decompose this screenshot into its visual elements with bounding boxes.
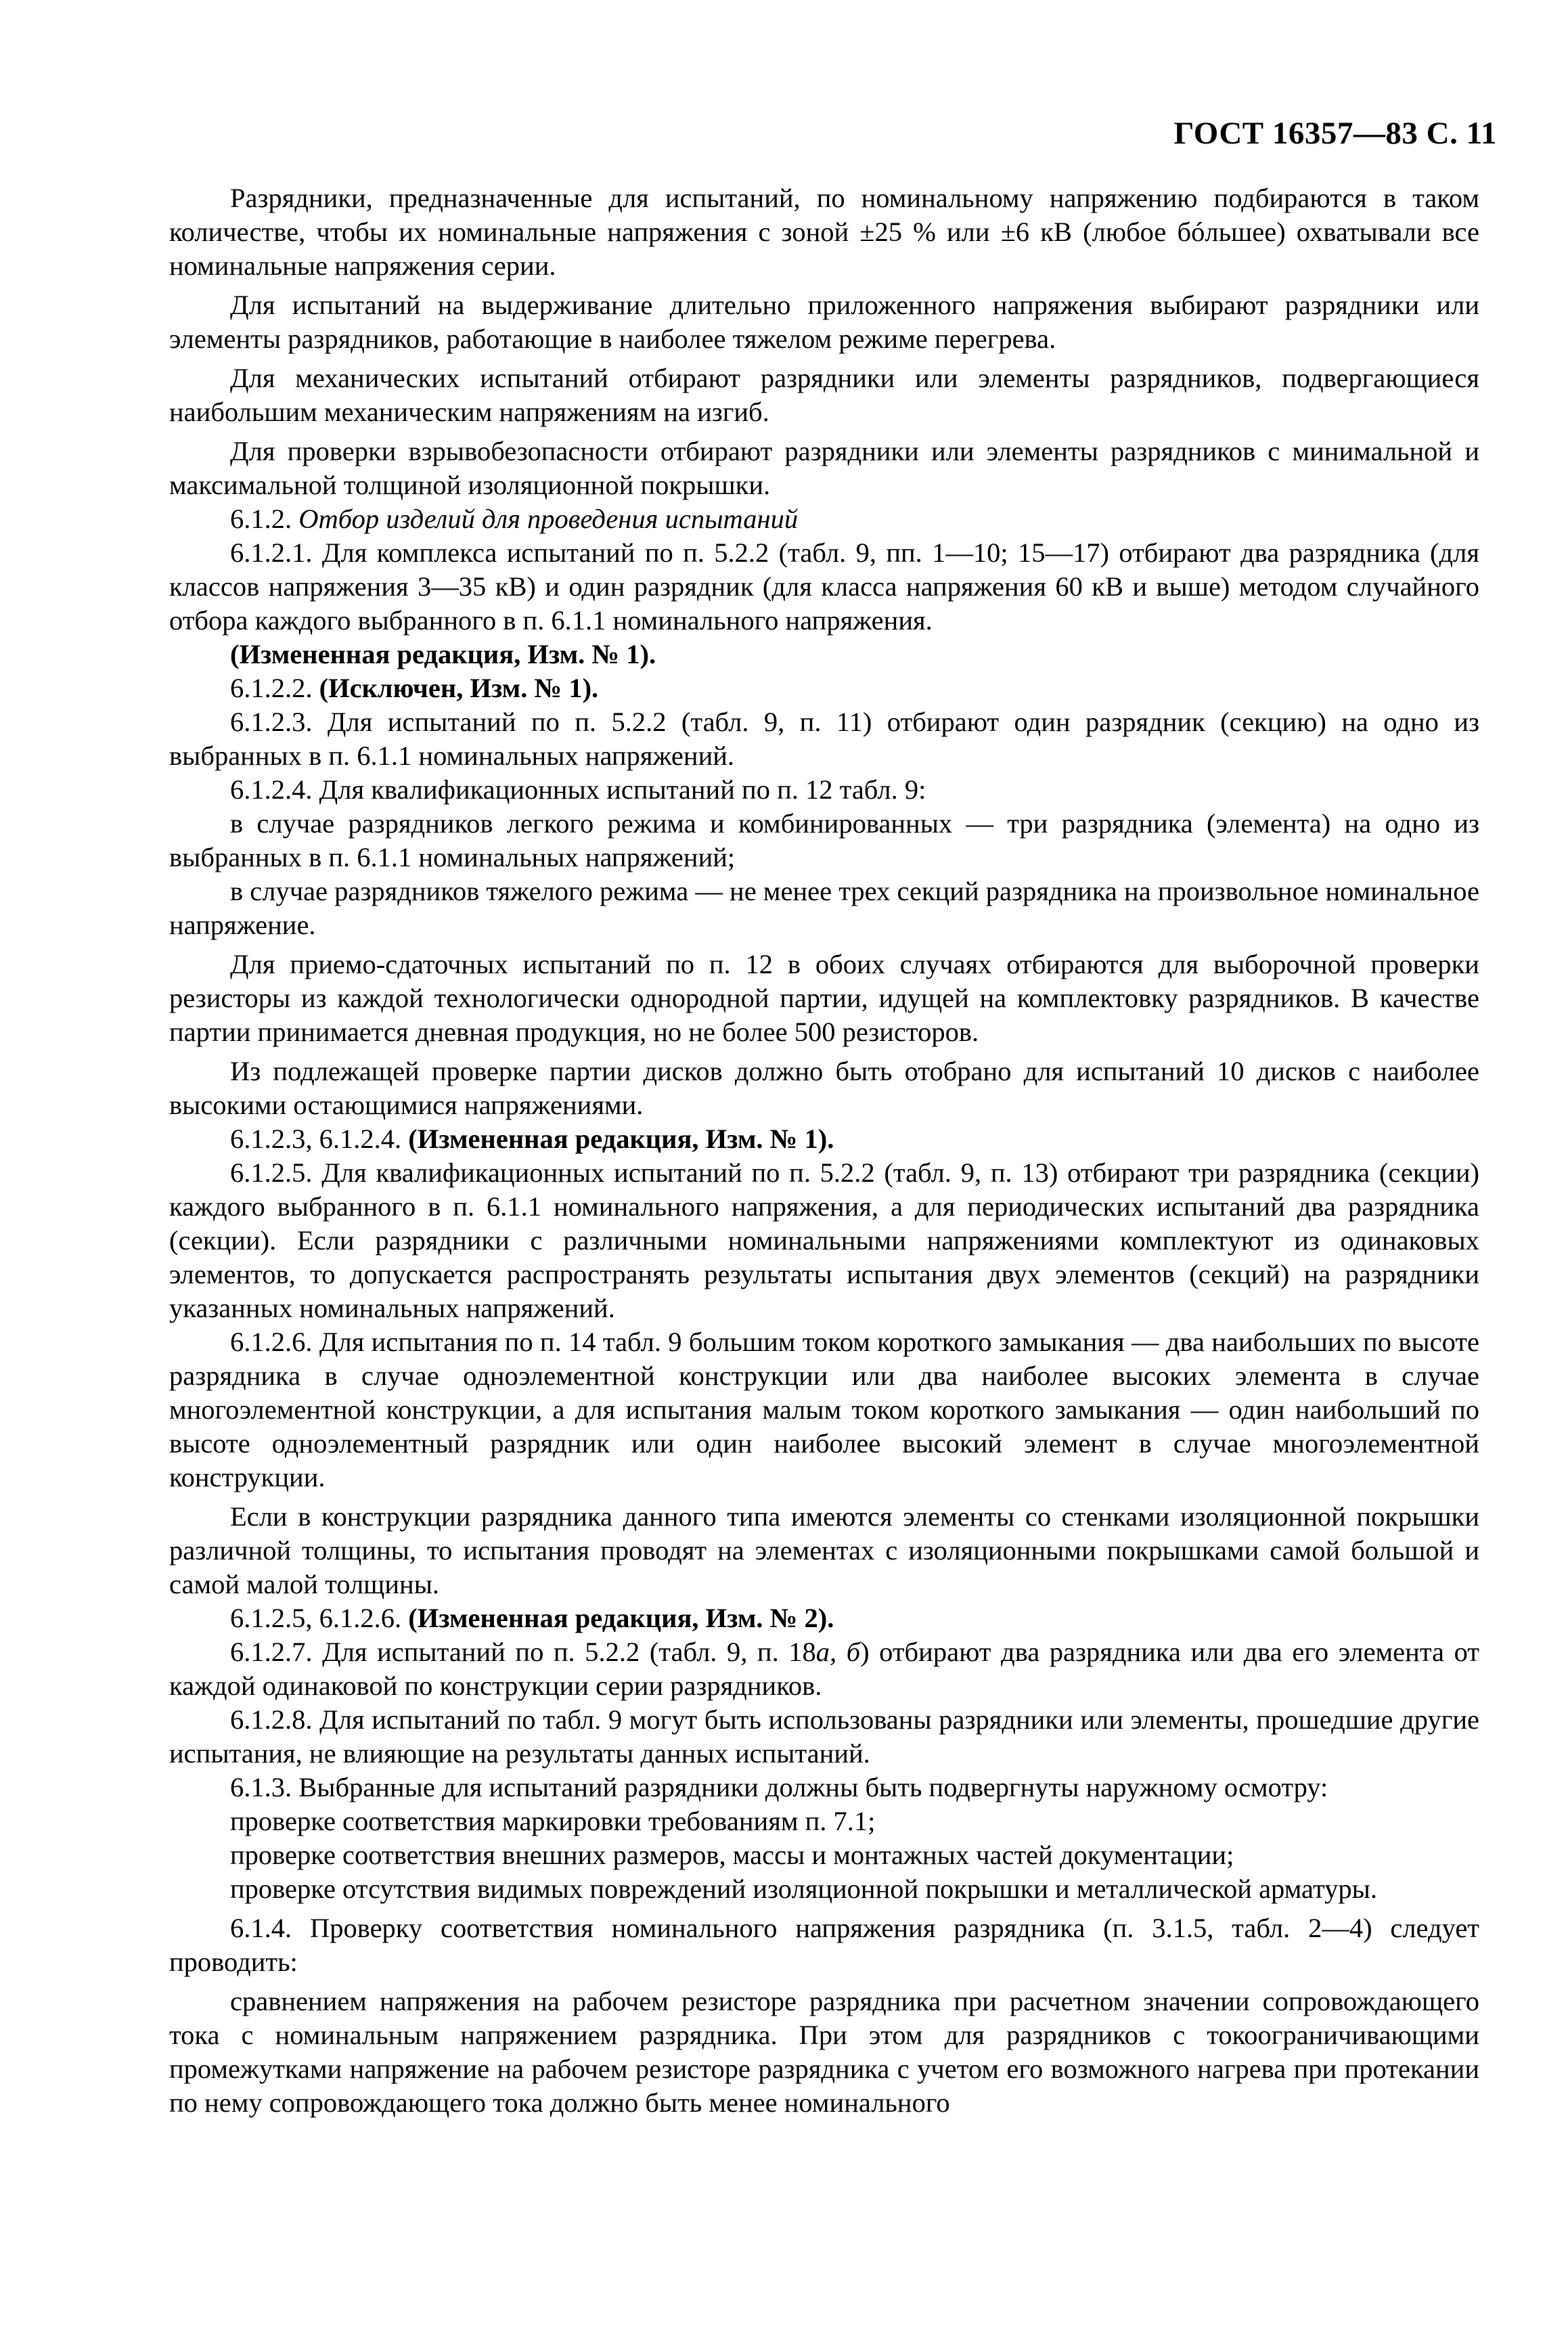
paragraph xyxy=(169,1635,1479,1703)
paragraph: 6.1.2.6. Для испытания по п. 14 табл. 9 большим током короткого замыкания — два наибольших по высоте разрядника в случае одноэлементной конструкции или два наиболее высоких элемента в случае многоэлементной конструкции, а для испытания малым током короткого замыкания — один наибольший по высоте одноэлементный разрядник или один наиболее высокий элемент в случае многоэлементной конструкции. xyxy=(169,1327,1479,1492)
amendment-note: (Измененная редакция, Изм. № 2). xyxy=(408,1603,834,1633)
paragraph xyxy=(169,1601,1479,1635)
paragraph: Если в конструкции разрядника данного типа имеются элементы со стенками изоляционной покрышки различной толщины, то испытания проводят на элементах с изоляционными покрышками самой большой и самой малой толщины. xyxy=(169,1501,1479,1599)
paragraph: в случае разрядников тяжелого режима — не менее трех секций разрядника на произвольное номинальное напряжение. xyxy=(169,876,1479,940)
text-run: 6.1.2.7. Для испытаний по п. 5.2.2 (табл. 9, п. 18 xyxy=(230,1637,816,1667)
page-header: ГОСТ 16357—83 С. 11 xyxy=(1173,116,1497,151)
amendment-note: (Измененная редакция, Изм. № 1). xyxy=(230,639,656,669)
paragraph: проверке соответствия внешних размеров, массы и монтажных частей документации; xyxy=(230,1840,1234,1870)
clause-number: 6.1.2.5, 6.1.2.6. xyxy=(230,1603,409,1633)
paragraph: сравнением напряжения на рабочем резисторе разрядника при расчетном значении сопровождающего тока с номинальным напряжением разрядника. При этом для разрядников с токоограничивающими промежутками напряжение на рабочем резисторе разрядника с учетом его возможного нагрева при протекании по нему сопровождающего тока должно быть менее номинального xyxy=(169,1986,1479,2118)
paragraph: проверке соответствия маркировки требованиям п. 7.1; xyxy=(230,1806,876,1836)
paragraph: в случае разрядников легкого режима и комбинированных — три разрядника (элемента) на одно из выбранных в п. 6.1.1 номинальных напряжений; xyxy=(169,808,1479,872)
paragraph: Из подлежащей проверке партии дисков должно быть отобрано для испытаний 10 дисков с наиболее высокими остающимися напряжениями. xyxy=(169,1056,1479,1120)
paragraph: Для испытаний на выдерживание длительно приложенного напряжения выбирают разрядники или элементы разрядников, работающие в наиболее тяжелом режиме перегрева. xyxy=(169,290,1479,354)
section-title: Отбор изделий для проведения испытаний xyxy=(298,504,799,534)
text-run: ) отбирают два разрядника или два его элемента от каждой одинаковой по конструкции серии разрядников. xyxy=(169,1637,1479,1701)
clause-number: 6.1.2.3, 6.1.2.4. xyxy=(230,1124,409,1154)
text-run-italic: а, б xyxy=(815,1637,861,1667)
paragraph: 6.1.2.8. Для испытаний по табл. 9 могут быть использованы разрядники или элементы, прошедшие другие испытания, не влияющие на результаты данных испытаний. xyxy=(169,1704,1479,1769)
paragraph: 6.1.3. Выбранные для испытаний разрядники должны быть подвергнуты наружному осмотру: xyxy=(230,1772,1328,1802)
paragraph: 6.1.2.3. Для испытаний по п. 5.2.2 (табл. 9, п. 11) отбирают один разрядник (секцию) на одно из выбранных в п. 6.1.1 номинальных напряжений. xyxy=(169,707,1479,771)
paragraph: 6.1.2.1. Для комплекса испытаний по п. 5.2.2 (табл. 9, пп. 1—10; 15—17) отбирают два разрядника (для классов напряжения 3—35 кВ) и один разрядник (для класса напряжения 60 кВ и выше) методом случайного отбора каждого выбранного в п. 6.1.1 номинального напряжения. xyxy=(169,537,1479,636)
paragraph: Для приемо-сдаточных испытаний по п. 12 в обоих случаях отбираются для выборочной проверки резисторы из каждой технологически однородной партии, идущей на комплектовку разрядников. В качестве партии принимается дневная продукция, но не более 500 резисторов. xyxy=(169,949,1479,1047)
amendment-note: (Исключен, Изм. № 1). xyxy=(319,673,599,703)
section-heading xyxy=(169,502,1479,536)
paragraph xyxy=(169,671,1479,705)
paragraph: Для механических испытаний отбирают разрядники или элементы разрядников, подвергающиеся наибольшим механическим напряжениям на изгиб. xyxy=(169,363,1479,427)
document-body xyxy=(169,181,1479,2120)
paragraph: 6.1.4. Проверку соответствия номинального напряжения разрядника (п. 3.1.5, табл. 2—4) следует проводить: xyxy=(169,1913,1479,1977)
paragraph: проверке отсутствия видимых повреждений изоляционной покрышки и металлической арматуры. xyxy=(230,1874,1377,1904)
paragraph: Разрядники, предназначенные для испытаний, по номинальному напряжению подбираются в таком количестве, чтобы их номинальные напряжения с зоной ±25 % или ±6 кВ (любое бóльшее) охватывали все номинальные напряжения серии. xyxy=(169,183,1479,281)
paragraph: Для проверки взрывобезопасности отбирают разрядники или элементы разрядников с минимальной и максимальной толщиной изоляционной покрышки. xyxy=(169,436,1479,500)
section-number: 6.1.2. xyxy=(230,504,299,534)
paragraph: 6.1.2.5. Для квалификационных испытаний по п. 5.2.2 (табл. 9, п. 13) отбирают три разрядника (секции) каждого выбранного в п. 6.1.1 номинального напряжения, а для периодических испытаний два разрядника (секции). Если разрядники с различными номинальными напряжениями комплектуют из одинаковых элементов, то допускается распространять результаты испытания двух элементов (секций) на разрядники указанных номинальных напряжений. xyxy=(169,1157,1479,1323)
amendment-note: (Измененная редакция, Изм. № 1). xyxy=(408,1124,834,1154)
clause-number: 6.1.2.2. xyxy=(230,673,319,703)
paragraph xyxy=(169,1122,1479,1156)
paragraph: 6.1.2.4. Для квалификационных испытаний по п. 12 табл. 9: xyxy=(230,774,926,805)
